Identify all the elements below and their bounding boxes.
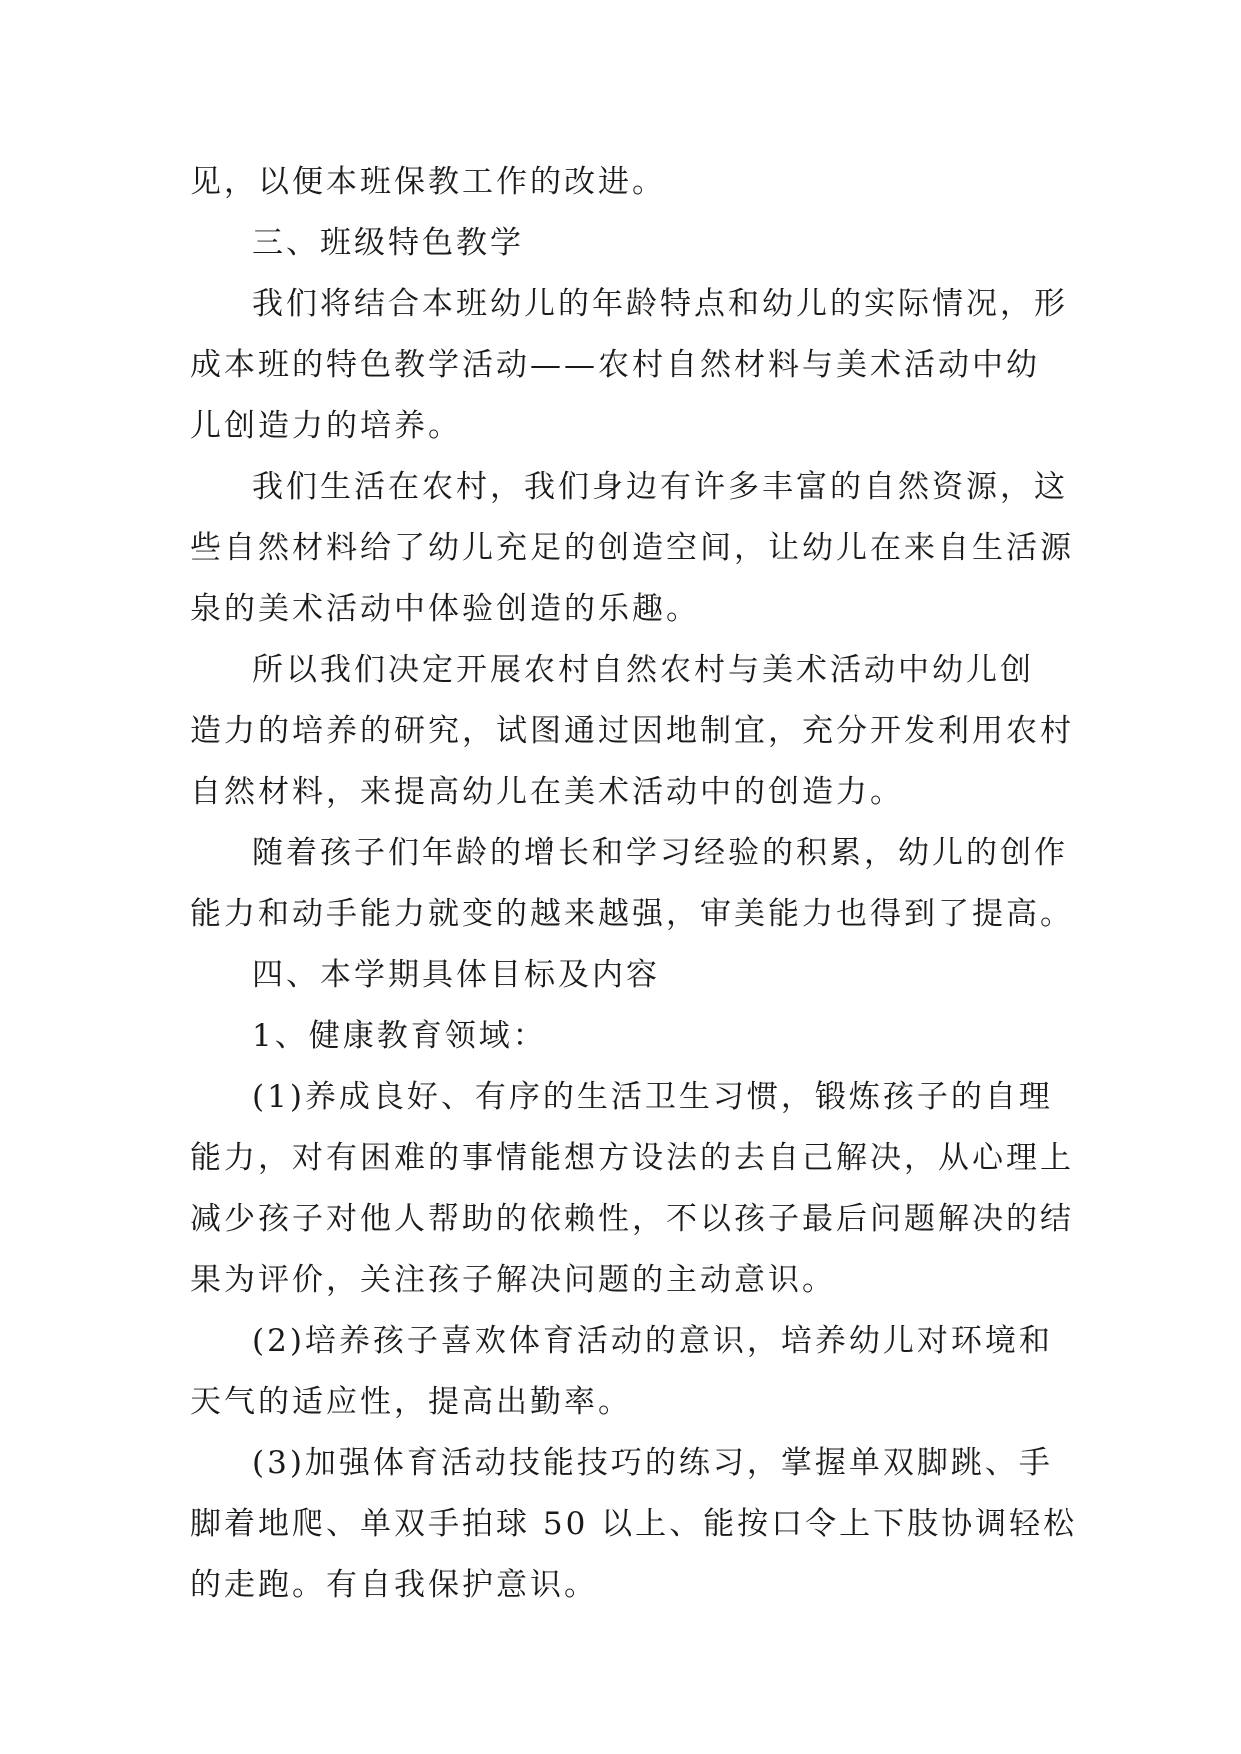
- text-line: 果为评价，关注孩子解决问题的主动意识。: [190, 1262, 836, 1298]
- text-line: 所以我们决定开展农村自然农村与美术活动中幼儿创: [252, 652, 1034, 688]
- text-line: 我们将结合本班幼儿的年龄特点和幼儿的实际情况，形: [252, 286, 1068, 322]
- text-line: 儿创造力的培养。: [190, 408, 462, 444]
- text-line: 减少孩子对他人帮助的依赖性，不以孩子最后问题解决的结: [190, 1201, 1074, 1237]
- text-line: 的走跑。有自我保护意识。: [190, 1567, 598, 1603]
- text-line: (2)培养孩子喜欢体育活动的意识，培养幼儿对环境和: [252, 1323, 1053, 1359]
- text-line: 天气的适应性，提高出勤率。: [190, 1384, 632, 1420]
- section-heading: 三、班级特色教学: [252, 225, 524, 261]
- text-line: (1)养成良好、有序的生活卫生习惯，锻炼孩子的自理: [252, 1079, 1053, 1115]
- text-line: 自然材料，来提高幼儿在美术活动中的创造力。: [190, 774, 904, 810]
- text-line: 些自然材料给了幼儿充足的创造空间，让幼儿在来自生活源: [190, 530, 1074, 566]
- section-heading: 四、本学期具体目标及内容: [252, 957, 660, 993]
- text-line: 能力和动手能力就变的越来越强，审美能力也得到了提高。: [190, 896, 1074, 932]
- text-line: 脚着地爬、单双手拍球 50 以上、能按口令上下肢协调轻松: [190, 1506, 1078, 1542]
- text-line: (3)加强体育活动技能技巧的练习，掌握单双脚跳、手: [252, 1445, 1053, 1481]
- subsection-heading: 1、健康教育领域：: [252, 1018, 547, 1054]
- text-line: 成本班的特色教学活动——农村自然材料与美术活动中幼: [190, 347, 1040, 383]
- document-body: [190, 152, 1090, 1616]
- text-line: 见，以便本班保教工作的改进。: [190, 164, 666, 200]
- text-line: 能力，对有困难的事情能想方设法的去自己解决，从心理上: [190, 1140, 1074, 1176]
- text-line: 泉的美术活动中体验创造的乐趣。: [190, 591, 700, 627]
- text-line: 我们生活在农村，我们身边有许多丰富的自然资源，这: [252, 469, 1068, 505]
- text-line: 随着孩子们年龄的增长和学习经验的积累，幼儿的创作: [252, 835, 1068, 871]
- text-line: 造力的培养的研究，试图通过因地制宜，充分开发利用农村: [190, 713, 1074, 749]
